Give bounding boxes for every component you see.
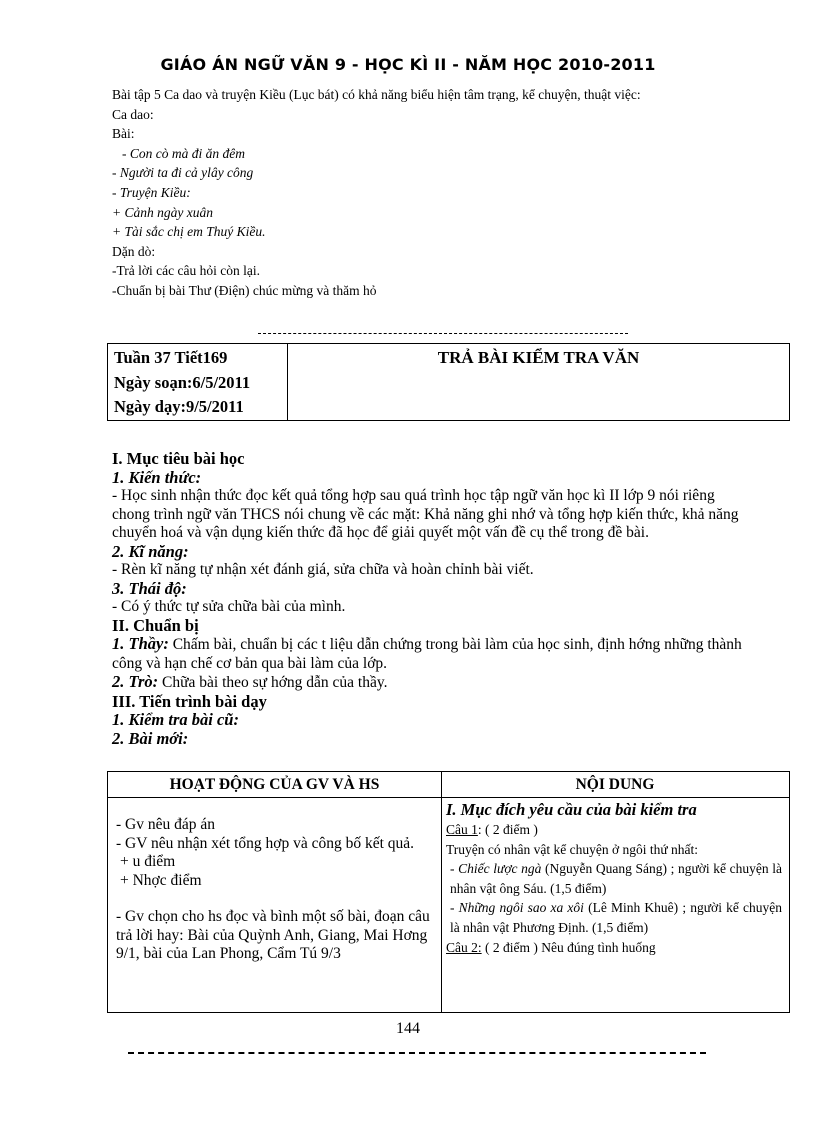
question-points: : ( 2 điểm ) [477, 822, 538, 837]
section-divider [258, 333, 628, 334]
list-item: - GV nêu nhận xét tổng hợp và công bố kết quả. [116, 834, 415, 852]
column-divider [441, 772, 442, 1012]
column-header: NỘI DUNG [575, 776, 655, 793]
answer-detail: (Lê Minh Khuê) ; người kể chuyện là nhân vật Phương Định. (1,5 điểm) [450, 900, 782, 935]
section-heading: II. Chuẩn bị [112, 615, 199, 635]
poem-item: + Cảnh ngày xuân [112, 204, 213, 220]
question-label: Câu 1 [446, 822, 478, 837]
paragraph: - Rèn kĩ năng tự nhận xét đánh giá, sửa chữa và hoàn chỉnh bài viết. [112, 561, 534, 578]
subsection-heading: 2. Bài mới: [112, 728, 189, 748]
question-label: Câu 2: [446, 939, 482, 955]
subsection-heading: 3. Thái độ: [112, 578, 187, 598]
prep-date: Ngày soạn:6/5/2011 [114, 372, 251, 392]
poem-item: - Truyện Kiều: [112, 184, 191, 200]
inline-label: 1. Thầy: [112, 634, 169, 653]
activity-column [116, 816, 434, 964]
lesson-body [112, 450, 742, 748]
subsection-heading: 1. Kiến thức: [112, 467, 202, 487]
question-text: ( 2 điểm ) Nêu đúng tình huống [481, 939, 656, 955]
subsection-heading: 1. Kiểm tra bài cũ: [112, 710, 239, 729]
week-period: Tuần 37 Tiết169 [114, 348, 228, 367]
lesson-info-box [107, 343, 790, 421]
lesson-meta [108, 344, 288, 420]
content-column [446, 799, 782, 957]
poem-item [112, 163, 742, 183]
content-heading: I. Mục đích yêu cầu của bài kiểm tra [446, 800, 697, 819]
answer-item [446, 859, 782, 898]
teach-date: Ngày dạy:9/5/2011 [114, 397, 244, 416]
homework-item: -Chuẩn bị bài Thư (Điện) chúc mừng và thăm hỏ [112, 282, 377, 298]
list-item: - Gv nêu đáp án [116, 816, 215, 833]
list-item: + Nhợc điểm [120, 871, 202, 889]
page-header: GIÁO ÁN NGỮ VĂN 9 - HỌC KÌ II - NĂM HỌC 2010-2011 [160, 55, 656, 74]
work-title: - Những ngôi sao xa xôi [450, 900, 584, 916]
section-heading: I. Mục tiêu bài học [112, 449, 245, 468]
activity-table [107, 771, 790, 1013]
paragraph [112, 635, 742, 673]
question-line [446, 938, 782, 958]
homework-item: -Trả lời các câu hỏi còn lại. [112, 263, 260, 279]
poem-item: - Con cò mà đi ăn đêm [122, 145, 245, 161]
inline-text: Chữa bài theo sự hớng dẫn của thầy. [158, 674, 388, 691]
poem-item-text-cont: ây công [210, 165, 254, 181]
section-heading: III. Tiến trình bài dạy [112, 691, 267, 711]
intro-section [112, 85, 742, 301]
answer-detail: (Nguyễn Quang Sáng) ; người kể chuyện là nhân vật ông Sáu. (1,5 điểm) [450, 861, 782, 896]
ca-dao-label: Ca dao: [112, 106, 154, 122]
dan-do-label: Dặn dò: [112, 243, 156, 259]
page-number: 144 [396, 1020, 420, 1037]
answer-text: Truyện có nhân vật kể chuyện ở ngôi thứ nhất: [446, 841, 699, 857]
bai-label: Bài: [112, 126, 135, 142]
poem-item: + Tài sắc chị em Thuý Kiều. [112, 224, 266, 240]
inline-text: Chấm bài, chuẩn bị các t liệu dẫn chứng trong bài làm của học sinh, định hớng những thành công và hạn chế cơ bản qua bài làm của lớp. [112, 636, 742, 672]
paragraph: - Có ý thức tự sửa chữa bài của mình. [112, 598, 346, 615]
lesson-title: TRẢ BÀI KIỂM TRA VĂN [437, 348, 640, 367]
exercise-line: Bài tập 5 Ca dao và truyện Kiều (Lục bát) có khả năng biểu hiện tâm trạng, kể chuyện, thuật việc: [112, 87, 641, 102]
list-item: + u điểm [120, 853, 176, 870]
subsection-heading: 2. Kĩ năng: [112, 541, 189, 561]
poem-item-text: - Người ta đi cả yl [112, 165, 211, 181]
inline-label: 2. Trò: [112, 672, 159, 691]
column-header: HOẠT ĐỘNG CỦA GV VÀ HS [169, 776, 380, 793]
work-title: - Chiếc lược ngà [450, 861, 542, 877]
list-item: - Gv chọn cho hs đọc và bình một số bài, đoạn câu trả lời hay: Bài của Quỳnh Anh, Giang, Mai Hơng 9/1, bài của Lan Phong, Cẩm Tú 9/3 [116, 908, 430, 962]
table-header [108, 772, 789, 798]
answer-item [446, 898, 782, 937]
paragraph: - Học sinh nhận thức đọc kết quả tổng hợp sau quá trình học tập ngữ văn học kì II lớp 9 nói riêng chong trình ngữ văn THCS nói chung về các mặt: Khả năng ghi nhớ và tổng hợp kiến thức, khả năng chuyển hoá và vận dụng kiến thức đã học để giải quyết một vấn đề cụ thể trong đề bài. [112, 487, 739, 541]
paragraph [112, 673, 742, 693]
footer-divider [128, 1052, 706, 1054]
question-line [446, 820, 782, 840]
